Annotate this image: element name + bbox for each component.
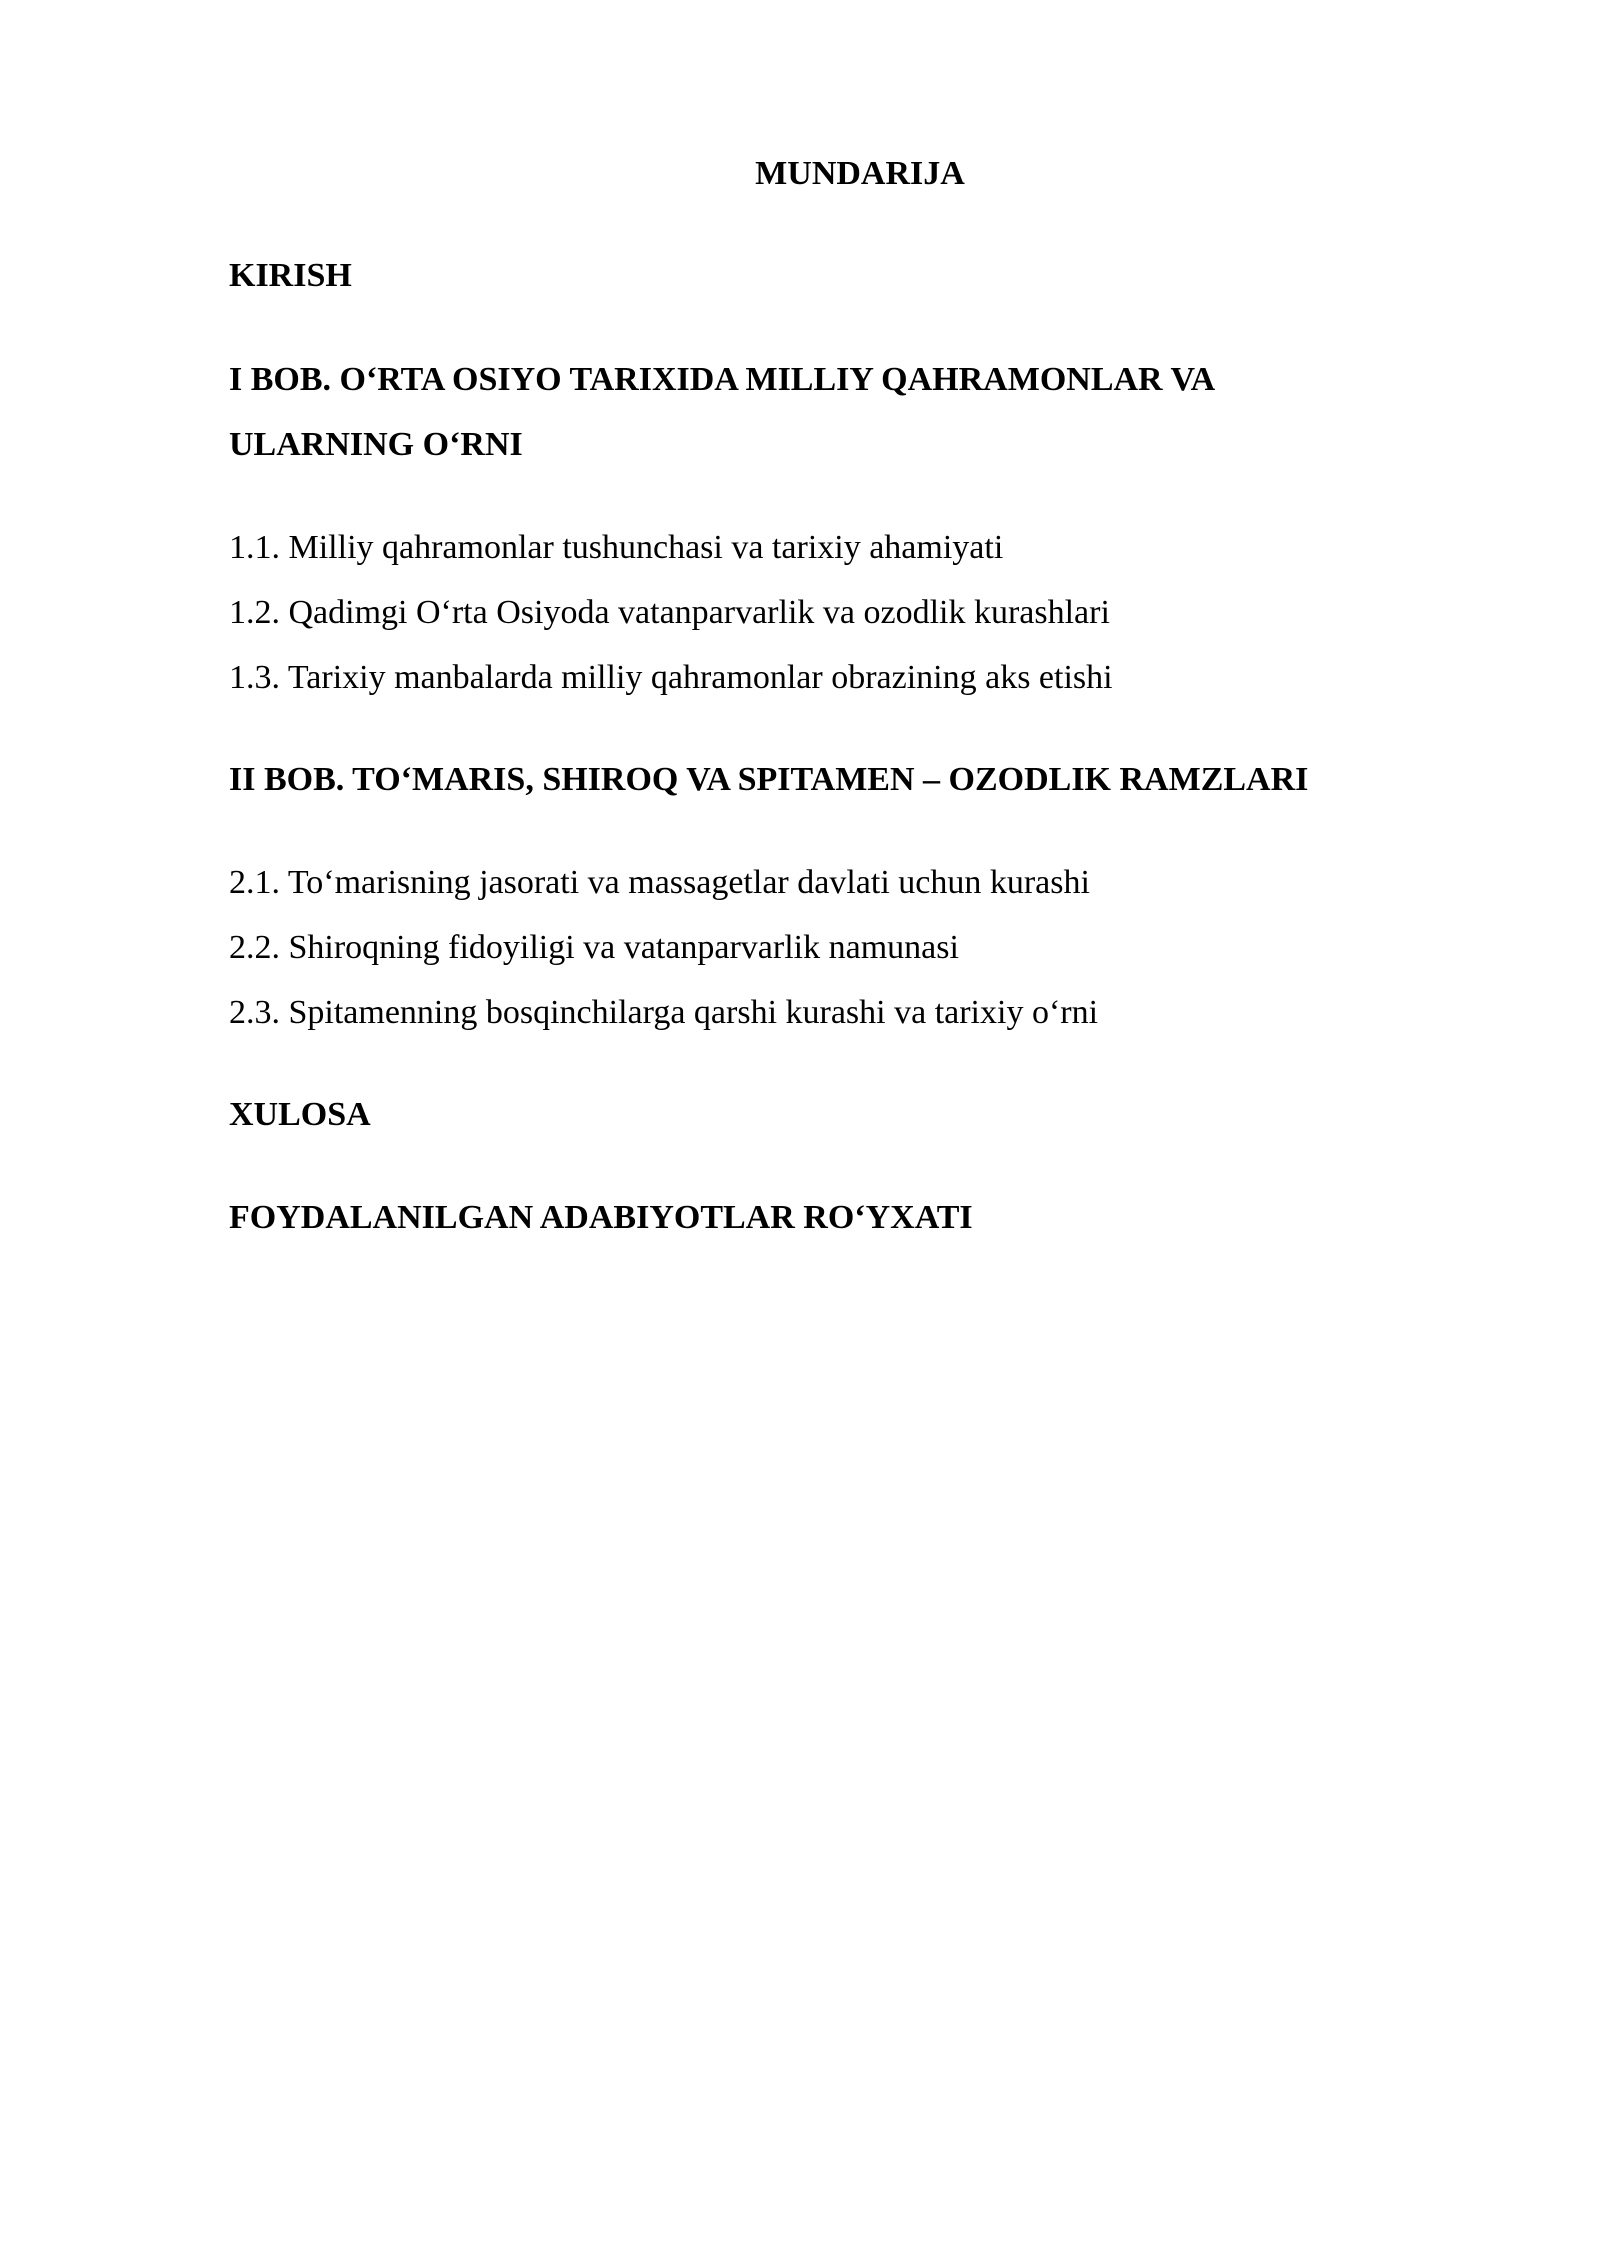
toc-references: FOYDALANILGAN ADABIYOTLAR RO‘YXATI <box>229 1199 973 1236</box>
toc-section-1-2: 1.2. Qadimgi O‘rta Osiyoda vatanparvarlik va ozodlik kurashlari <box>229 594 1110 631</box>
toc-chapter-2-heading: II BOB. TO‘MARIS, SHIROQ VA SPITAMEN – OZODLIK RAMZLARI <box>229 761 1309 798</box>
toc-chapter-1-heading-line-1: I BOB. O‘RTA OSIYO TARIXIDA MILLIY QAHRAMONLAR VA <box>229 361 1216 398</box>
page-title: MUNDARIJA <box>755 155 965 192</box>
toc-section-2-2: 2.2. Shiroqning fidoyiligi va vatanparvarlik namunasi <box>229 929 959 966</box>
toc-conclusion: XULOSA <box>229 1096 371 1133</box>
toc-section-2-1: 2.1. To‘marisning jasorati va massagetlar davlati uchun kurashi <box>229 864 1090 901</box>
toc-section-1-3: 1.3. Tarixiy manbalarda milliy qahramonlar obrazining aks etishi <box>229 659 1113 696</box>
toc-section-2-3: 2.3. Spitamenning bosqinchilarga qarshi kurashi va tarixiy o‘rni <box>229 994 1099 1031</box>
toc-section-1-1: 1.1. Milliy qahramonlar tushunchasi va tarixiy ahamiyati <box>229 529 1004 566</box>
toc-intro: KIRISH <box>229 257 352 294</box>
toc-chapter-1-heading-line-2: ULARNING O‘RNI <box>229 426 523 463</box>
